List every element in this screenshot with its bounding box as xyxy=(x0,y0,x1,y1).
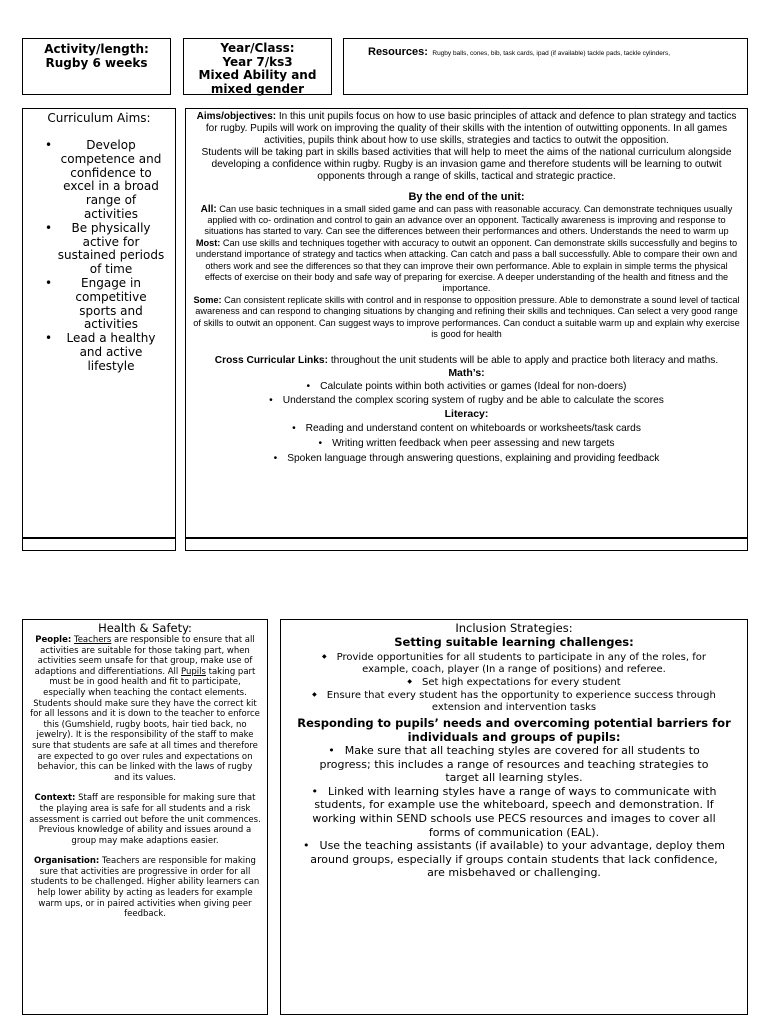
inclusion-item: ◆ Provide opportunities for all students to participate in any of the roles, for example, coach, player (In a range of positions) and referee. xyxy=(301,651,727,676)
inclusion-list-1 xyxy=(287,651,741,714)
health-safety-box xyxy=(22,619,268,1015)
curriculum-aim-item: • Develop competence and confidence to excel in a broad range of activities xyxy=(23,139,175,222)
maths-item: • Understand the complex scoring system of rugby and be able to calculate the scores xyxy=(192,394,741,408)
cross-text: throughout the unit students will be able to apply and practice both literacy and maths. xyxy=(330,355,719,367)
curriculum-aims-title: Curriculum Aims: xyxy=(47,111,151,125)
most-outcome xyxy=(192,238,741,294)
cross-label: Cross Curricular Links: xyxy=(214,355,328,367)
aims-objectives-footer xyxy=(185,538,748,551)
inclusion-item: • Linked with learning styles have a range of ways to communicate with students, for example use the whiteboard, speech and demonstration. If working within SEND schools use PECS resources and images to cover all forms of communication (EAL). xyxy=(303,785,725,839)
literacy-list xyxy=(192,421,741,466)
activity-label: Activity/length: xyxy=(44,42,149,56)
curriculum-aims-box xyxy=(22,108,176,538)
literacy-item: • Writing written feedback when peer assessing and new targets xyxy=(192,436,741,451)
year-class-box xyxy=(183,38,332,95)
context-section xyxy=(29,793,261,846)
inclusion-title: Inclusion Strategies: xyxy=(455,621,573,635)
aims-para2: Students will be taking part in skills based activities that will help to meet the aims of the national curriculum alongside developing a confidence within rugby. Rugby is an invasion game and therefore students will be learning to outwit opponents through a range of skills, tactical and strategic practice. xyxy=(201,147,732,182)
teachers-word: Teachers xyxy=(73,635,112,645)
maths-item: • Calculate points within both activities or games (Ideal for non-doers) xyxy=(192,380,741,394)
year-line-2: Mixed Ability and xyxy=(198,68,317,82)
inclusion-item: • Use the teaching assistants (if available) to your advantage, deploy them around groups, especially if groups contain students that lack confidence, are misbehaved or challenging. xyxy=(303,839,725,880)
aims-objectives-box xyxy=(185,108,748,538)
curriculum-aim-item: • Be physically active for sustained periods of time xyxy=(23,222,175,277)
maths-title: Math’s: xyxy=(448,367,485,380)
cross-curricular xyxy=(192,354,741,367)
some-label: Some: xyxy=(193,295,222,306)
year-line-3: mixed gender xyxy=(210,81,305,96)
maths-list xyxy=(192,380,741,408)
resources-text: Rugby balls, cones, bib, task cards, ipad (if available) tackle pads, tackle cylinders, xyxy=(432,50,671,57)
inclusion-box xyxy=(280,619,748,1015)
activity-value: Rugby 6 weeks xyxy=(45,56,148,70)
all-outcome xyxy=(192,204,741,238)
organisation-text: Teachers are responsible for making sure that activities are progressive in order for all students to be challenged. Higher ability learners can help lower ability by acting as leaders for example warm ups, or in paired activities when giving peer feedback. xyxy=(30,856,260,920)
literacy-item: • Reading and understand content on whiteboards or worksheets/task cards xyxy=(192,421,741,436)
aims-intro-text: In this unit pupils focus on how to use basic principles of attack and defence to plan strategy and tactics for rugby. Pupils will work on improving the quality of their skills with the intention of outwitting opponents. In all games activities, pupils think about how to use skills, strategies and tactics to outwit the opposition. xyxy=(205,111,737,146)
curriculum-aims-footer xyxy=(22,538,176,551)
people-text-1: are responsible to ensure that all activities are suitable for those taking part, when activities seem unsafe for that group, make use of adaptions and differentiations. All xyxy=(34,635,255,677)
most-label: Most: xyxy=(195,238,221,249)
some-text: Can consistent replicate skills with control and in response to opposition pressure. Able to demonstrate a sound level of tactical awareness and can respond to changing situations by changing and refining their skills and techniques. Can select a very good range of skills to outwit an opponent. Can suggest ways to improve performances. Can conduct a suitable warm up and explain why exercise is good for health xyxy=(193,295,740,339)
resources-label: Resources: xyxy=(368,46,428,58)
literacy-title: Literacy: xyxy=(444,408,489,421)
people-label: People: xyxy=(35,635,72,645)
inclusion-item: ◆ Ensure that every student has the opportunity to experience success through extension and intervention tasks xyxy=(301,689,727,714)
curriculum-aims-list xyxy=(23,139,175,374)
end-of-unit-title: By the end of the unit: xyxy=(408,190,525,203)
year-label: Year/Class: xyxy=(220,41,295,55)
most-text: Can use skills and techniques together with accuracy to outwit an opponent. Can demonstrate skills successfully and begins to understand importance of strategy and tactics when attacking. Can catch and pass a ball successfully. Able to compare their own and others work and see the differences so that they can improve their own performance. Able to explain in simple terms the physical effects of exercise on their body and safe way of preparing for exercise. A deeper understanding of the health and fitness and the importance. xyxy=(195,238,738,293)
all-text: Can use basic techniques in a small sided game and can pass with reasonable accuracy. Can demonstrate techniques usually applied with co- ordination and control to gain an advance over an opponent. Tactically awareness is improving and response to situations has started to vary. Can see the differences between their performances and others. Understands the need to warm up xyxy=(204,203,733,236)
inclusion-item: ◆ Set high expectations for every student xyxy=(301,676,727,689)
year-line-1: Year 7/ks3 xyxy=(222,54,293,69)
curriculum-aim-item: • Lead a healthy and active lifestyle xyxy=(23,332,175,373)
aims-label: Aims/objectives: xyxy=(196,111,277,122)
aims-intro xyxy=(192,111,741,146)
inclusion-list-2 xyxy=(287,744,741,880)
curriculum-aim-item: • Engage in competitive sports and activities xyxy=(23,277,175,332)
all-label: All: xyxy=(200,203,217,215)
some-outcome xyxy=(192,295,741,340)
health-title: Health & Safety: xyxy=(98,621,192,635)
literacy-item: • Spoken language through answering questions, explaining and providing feedback xyxy=(192,451,741,466)
pupils-word: Pupils xyxy=(180,666,206,677)
organisation-label: Organisation: xyxy=(34,856,100,867)
organisation-section xyxy=(29,856,261,920)
people-text-2: taking part must be in good health and fit to participate, especially when teaching the contact elements. Students should make sure they have the correct kit for all lessons and it is down to the teacher to enforce this (Gumshield, rugby boots, hair tied back, no jewelry). It is the responsibility of the staff to make sure that students are safe at all times and therefore are expected to go over rules and expectations on behavior, this can be linked with the laws of rugby and its values. xyxy=(30,666,260,783)
people-section xyxy=(29,635,261,783)
inclusion-item: • Make sure that all teaching styles are covered for all students to progress; this includes a range of resources and teaching strategies to target all learning styles. xyxy=(303,744,725,785)
context-label: Context: xyxy=(34,793,76,804)
activity-box xyxy=(22,38,171,95)
inclusion-sub1: Setting suitable learning challenges: xyxy=(394,635,634,649)
resources-box xyxy=(343,38,748,95)
context-text: Staff are responsible for making sure that the playing area is safe for all students and a risk assessment is carried out before the unit commences. Previous knowledge of ability and issues around a group may make adaptions easier. xyxy=(29,793,261,846)
inclusion-sub2: Responding to pupils’ needs and overcoming potential barriers for individuals and groups of pupils: xyxy=(297,716,731,744)
